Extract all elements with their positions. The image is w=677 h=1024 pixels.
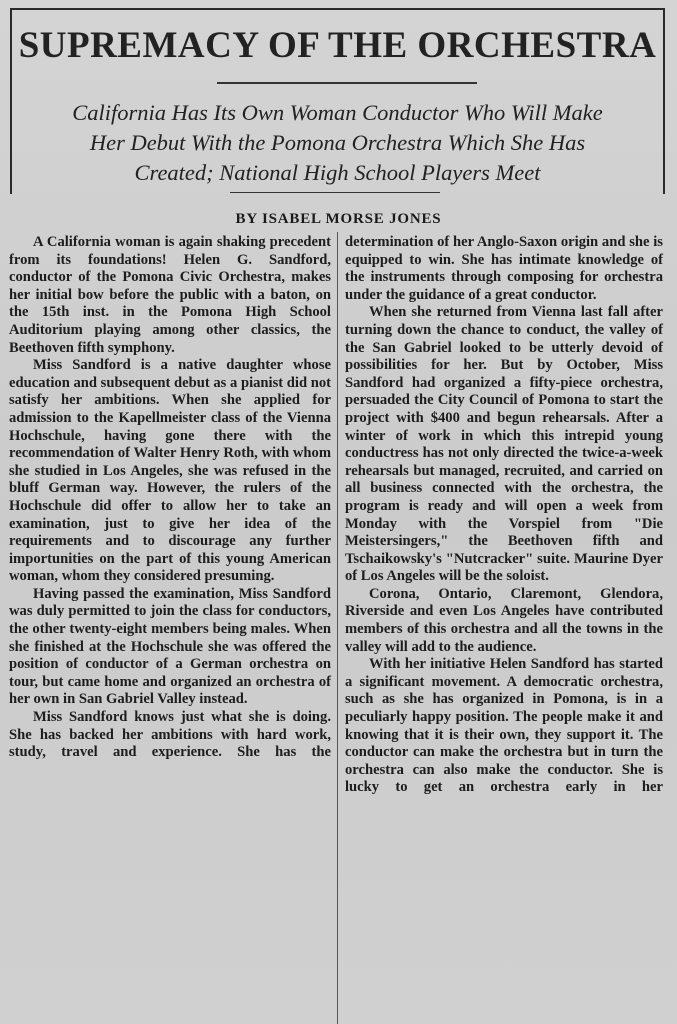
- paragraph: Miss Sandford is a native daughter whose education and subsequent debut as a pianist did not satisfy her ambitions. When she applied for admission to the Kapellmeister class of the Vienna Hochschule, having gone there with the recommendation of Walter Henry Roth, with whom she studied in Los Angeles, she was refused in the bluff German way. However, the rulers of the Hochschule did offer to allow her to take an examination, just to give her idea of the requirements and to discourage any further importunities on the part of this young American woman, whom they considered presuming.: [9, 357, 331, 585]
- deck-rule: [230, 192, 440, 193]
- deck-line-2: Her Debut With the Pomona Orchestra Which She Has: [89, 130, 586, 155]
- byline: BY ISABEL MORSE JONES: [235, 211, 442, 227]
- paragraph: Having passed the examination, Miss Sandford was duly permitted to join the class for conductors, the other twenty-eight members being males. When she finished at the Hochschule she was offered the position of conductor of a German orchestra on tour, but came home and organized an orchestra of her own in San Gabriel Valley instead.: [9, 585, 331, 708]
- deck-line-3: Created; National High School Players Meet: [134, 160, 541, 185]
- deck: [26, 98, 649, 188]
- deck-line-1: California Has Its Own Woman Conductor Who Will Make: [72, 100, 603, 125]
- paragraph: Corona, Ontario, Claremont, Glendora, Riverside and even Los Angeles have contributed members of this orchestra and all the towns in the valley will add to the audience.: [345, 585, 663, 655]
- article-column-1: [9, 234, 331, 762]
- paragraph: A California woman is again shaking precedent from its foundations! Helen G. Sandford, conductor of the Pomona Civic Orchestra, makes her initial bow before the public with a baton, on the 15th inst. in the Pomona High School Auditorium playing among other classics, the Beethoven fifth symphony.: [9, 234, 331, 356]
- headline-rule: [217, 82, 477, 84]
- paragraph: With her initiative Helen Sandford has started a significant movement. A democratic orchestra, such as she has organized in Pomona, is in a peculiarly happy position. The people make it and knowing that it is their own, they support it. The conductor can make the orchestra but in turn the orchestra can also make the conductor. She is lucky to get an orchestra early in her: [345, 656, 663, 796]
- paragraph: When she returned from Vienna last fall after turning down the chance to conduct, the valley of the San Gabriel looked to be utterly devoid of possibilities for her. But by October, Miss Sandford had organized a fifty-piece orchestra, persuaded the City Council of Pomona to start the project with $400 and begun rehearsals. After a winter of work in which this intrepid young conductress has not only directed the twice-a-week rehearsals but managed, recruited, and carried on all business connected with the orchestra, the program is ready and will open a week from Monday with the Vorspiel from "Die Meistersingers," the Beethoven fifth and Tschaikowsky's "Nutcracker" suite. Maurine Dyer of Los Angeles will be the soloist.: [345, 304, 663, 585]
- article-column-2: [345, 234, 663, 797]
- paragraph: determination of her Anglo-Saxon origin and she is equipped to win. She has intimate knowledge of the instruments through composing for orchestra under the guidance of a great conductor.: [345, 234, 663, 303]
- headline: SUPREMACY OF THE ORCHESTRA: [18, 25, 657, 66]
- column-divider: [337, 232, 338, 1024]
- headline-box: [10, 8, 665, 194]
- paragraph: Miss Sandford knows just what she is doing. She has backed her ambitions with hard work, study, travel and experience. She has the: [9, 709, 331, 761]
